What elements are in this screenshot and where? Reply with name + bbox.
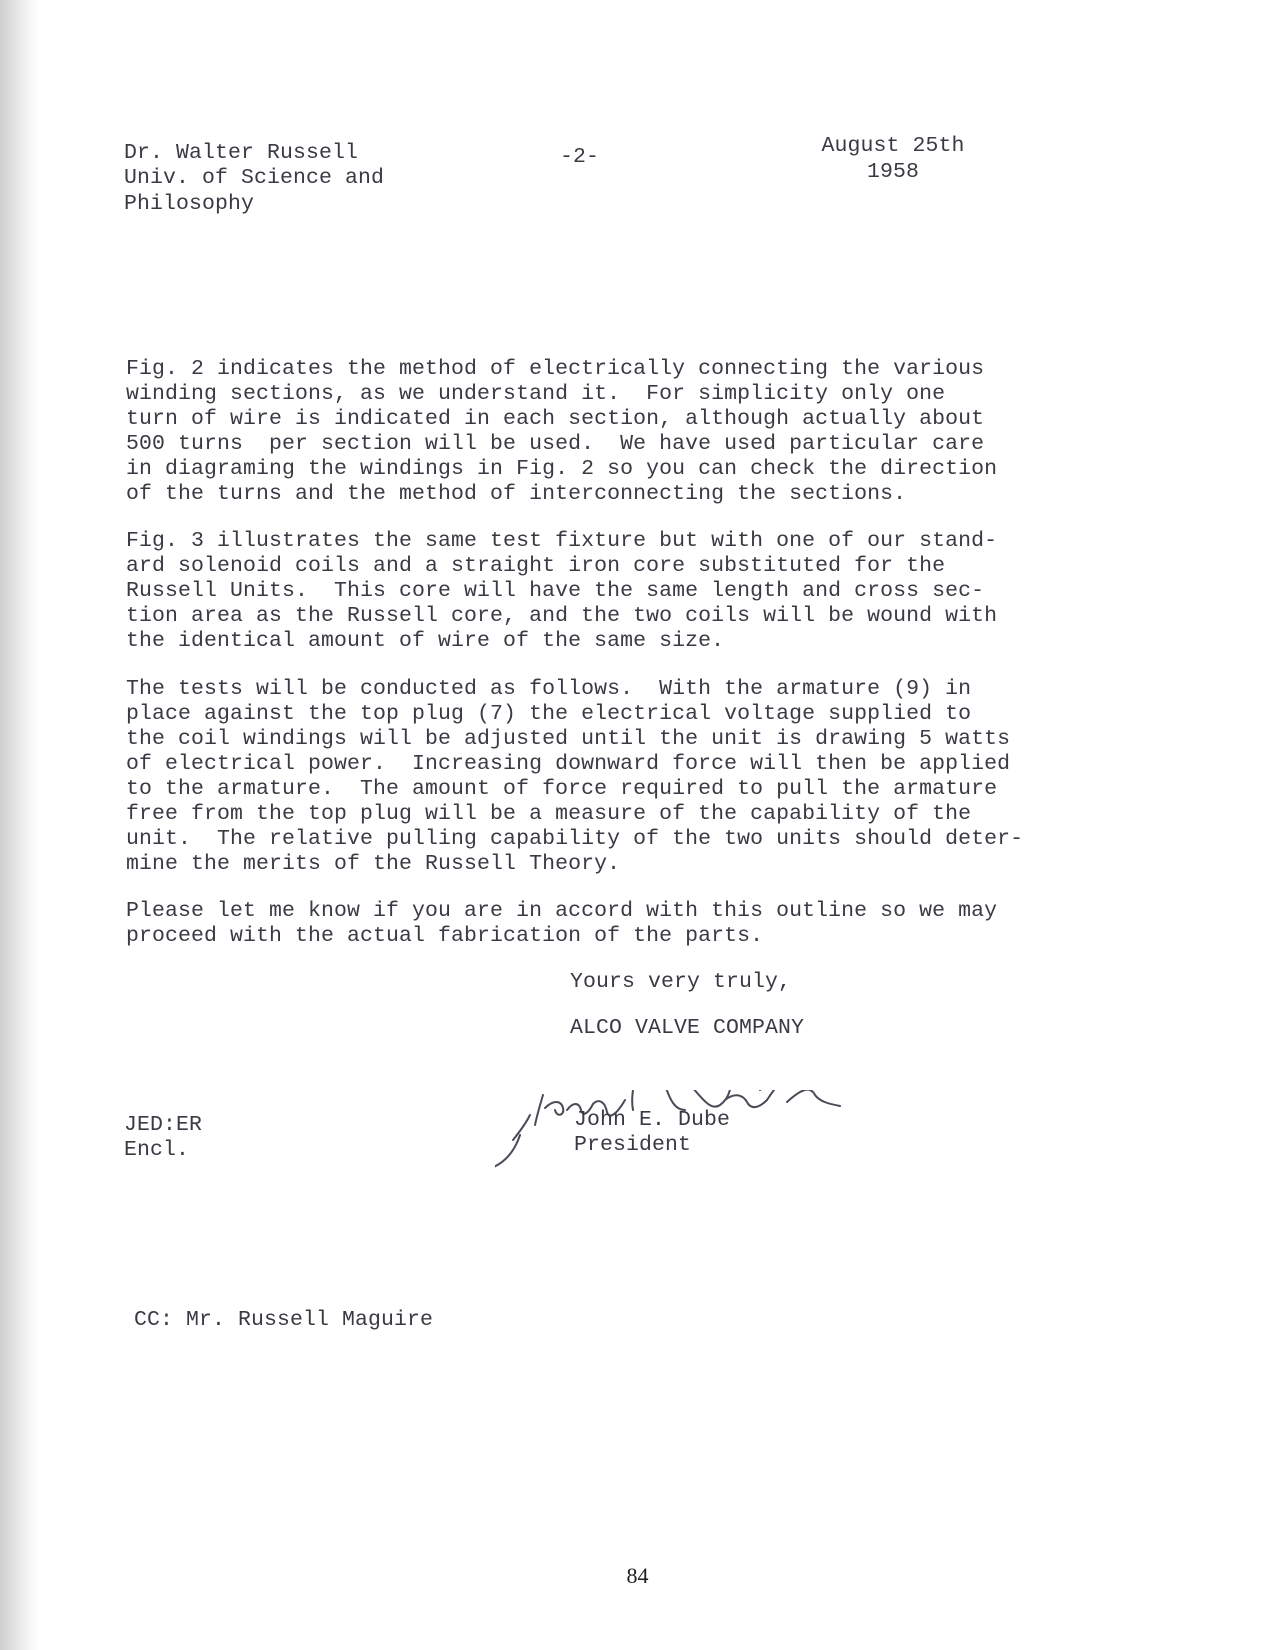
closing: Yours very truly, [570,970,792,994]
body-line: ard solenoid coils and a straight iron core substituted for the [126,554,946,578]
body-line: the coil windings will be adjusted until the unit is drawing 5 watts [126,727,1011,751]
body-line: turn of wire is indicated in each section, although actually about [126,407,985,431]
body-line: Russell Units. This core will have the same length and cross sec- [126,579,985,603]
recipient-line: Philosophy [124,192,255,216]
body-line: mine the merits of the Russell Theory. [126,852,621,876]
company-name: ALCO VALVE COMPANY [570,1016,805,1040]
body-line: Fig. 2 indicates the method of electrically connecting the various [126,357,985,381]
signer-title: President [574,1133,692,1157]
body-line: unit. The relative pulling capability of the two units should deter- [126,827,1024,851]
body-line: to the armature. The amount of force required to pull the armature [126,777,998,801]
body-line: of the turns and the method of interconnecting the sections. [126,482,907,506]
body-line: the identical amount of wire of the same size. [126,629,725,653]
cc-line: CC: Mr. Russell Maguire [134,1308,434,1332]
reference-initials: JED:ER [124,1113,203,1137]
body-line: The tests will be conducted as follows. With the armature (9) in [126,677,972,701]
body-line: Fig. 3 illustrates the same test fixture but with one of our stand- [126,529,998,553]
body-line: in diagraming the windings in Fig. 2 so you can check the direction [126,457,998,481]
body-line: tion area as the Russell core, and the two coils will be wound with [126,604,998,628]
enclosure-note: Encl. [124,1138,190,1162]
date-line: 1958 [866,160,919,184]
recipient-line: Dr. Walter Russell [124,141,359,165]
signer-name: John E. Dube [574,1108,731,1132]
body-line: proceed with the actual fabrication of the parts. [126,924,764,948]
page-number: 84 [626,1563,649,1588]
body-line: free from the top plug will be a measure of the capability of the [126,802,972,826]
body-line: of electrical power. Increasing downward force will then be applied [126,752,1011,776]
body-line: place against the top plug (7) the electrical voltage supplied to [126,702,972,726]
body-line: 500 turns per section will be used. We have used particular care [126,432,985,456]
body-line: winding sections, as we understand it. For simplicity only one [126,382,946,406]
recipient-line: Univ. of Science and [124,166,385,190]
binding-shadow [0,0,38,1650]
date-line: August 25th [821,134,965,158]
page-marker: -2- [560,145,600,169]
body-line: Please let me know if you are in accord with this outline so we may [126,899,998,923]
